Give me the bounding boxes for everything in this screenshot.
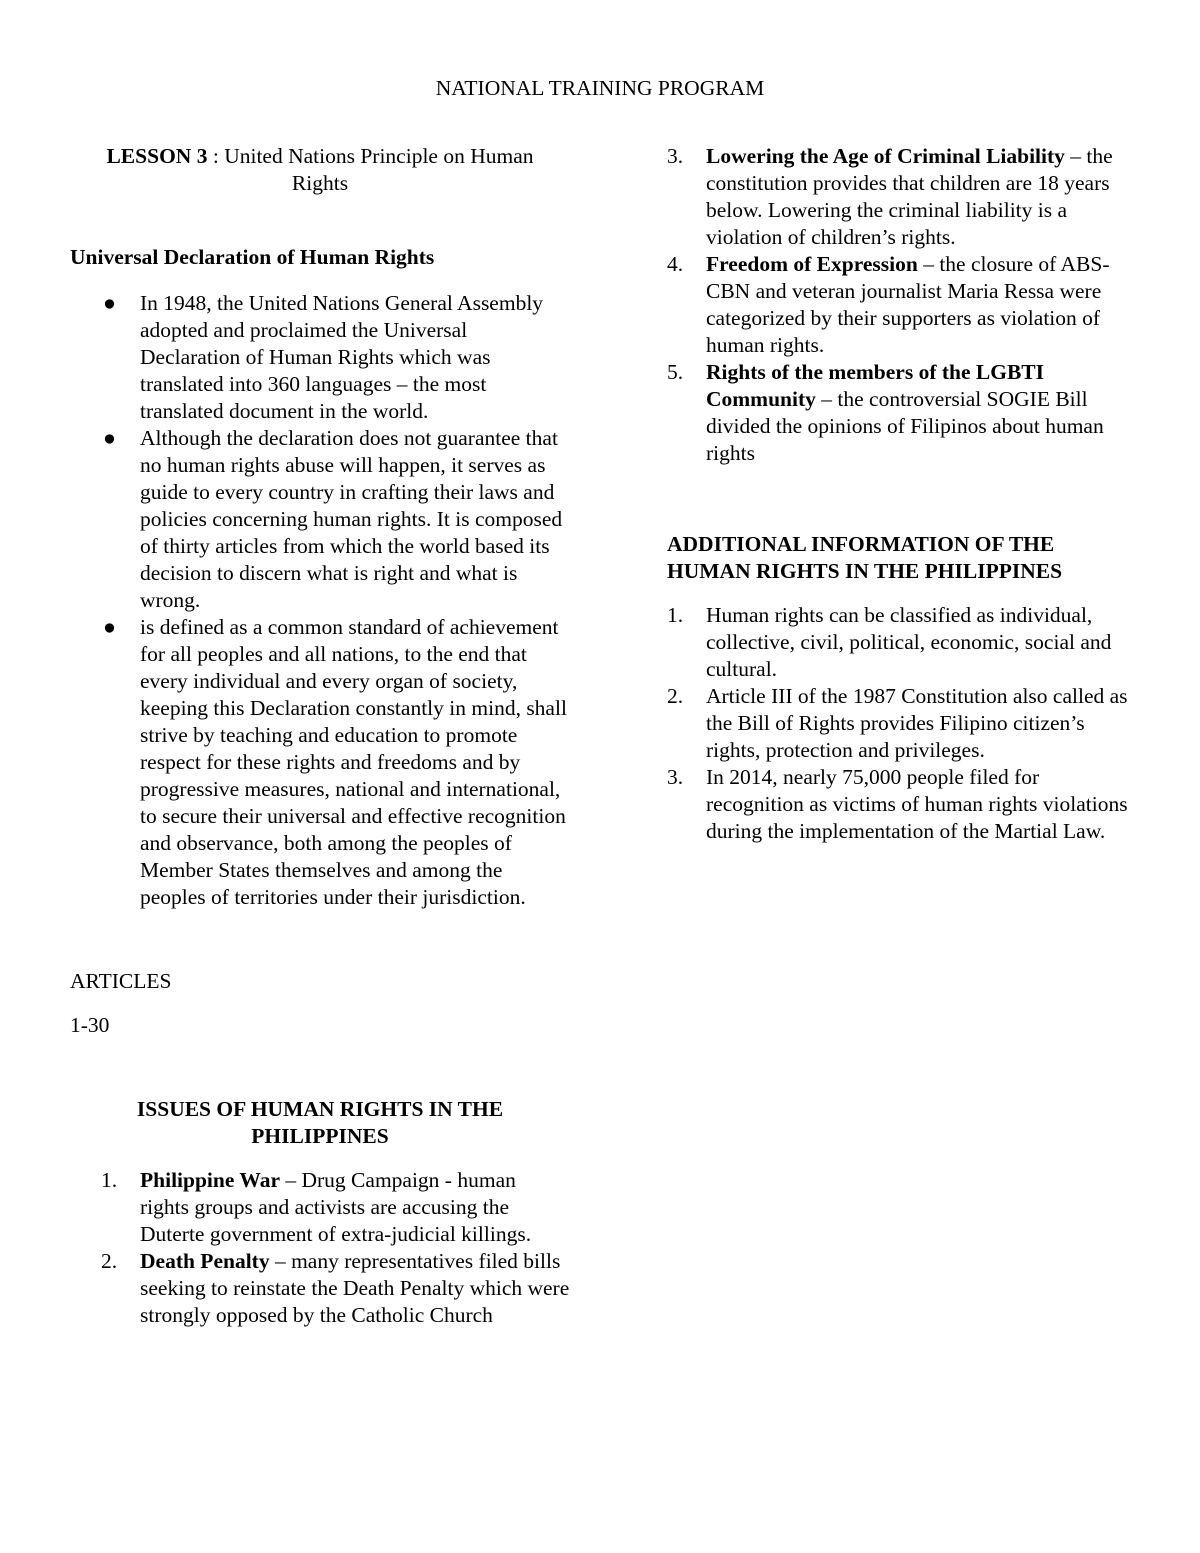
left-column	[70, 143, 570, 1329]
list-item: ● In 1948, the United Nations General Assembly adopted and proclaimed the Universal Declaration of Human Rights which was translated into 360 languages – the most translated document in the world.	[103, 291, 544, 423]
udhr-bullet-list	[70, 290, 570, 911]
issues-list-part-2	[636, 143, 1136, 467]
issues-heading: ISSUES OF HUMAN RIGHTS IN THE PHILIPPINES	[136, 1097, 504, 1148]
list-item: ● Although the declaration does not guarantee that no human rights abuse will happen, it serves as guide to every country in crafting their laws and policies concerning human rights. It is composed of thirty articles from which the world based its decision to discern what is right and what is wrong.	[103, 426, 563, 612]
right-column	[636, 143, 1136, 845]
lesson-heading	[70, 143, 570, 197]
lesson-title: United Nations Principle on Human Rights	[224, 144, 534, 195]
bullet-icon: ●	[103, 615, 116, 639]
bullet-icon: ●	[103, 426, 116, 450]
document-title: NATIONAL TRAINING PROGRAM	[435, 76, 765, 100]
list-item: 1. Philippine War – Drug Campaign - human rights groups and activists are accusing the Duterte government of extra-judicial killings.	[101, 1168, 532, 1246]
additional-list	[636, 602, 1136, 845]
list-item: 5. Rights of the members of the LGBTI Community – the controversial SOGIE Bill divided the opinions of Filipinos about human rights	[667, 360, 1104, 465]
list-item: ● is defined as a common standard of achievement for all peoples and all nations, to the end that every individual and every organ of society, keeping this Declaration constantly in mind, shall strive by teaching and education to promote respect for these rights and freedoms and by progressive measures, national and international, to secure their universal and effective recognition and observance, both among the peoples of Member States themselves and among the peoples of territories under their jurisdiction.	[103, 615, 567, 909]
articles-range: 1-30	[70, 1013, 110, 1037]
articles-label: ARTICLES	[70, 969, 172, 993]
list-item: 2. Article III of the 1987 Constitution also called as the Bill of Rights provides Filipino citizen’s rights, protection and privileges.	[667, 684, 1128, 762]
list-item: 1. Human rights can be classified as individual, collective, civil, political, economic, social and cultural.	[667, 603, 1112, 681]
list-item: 2. Death Penalty – many representatives filed bills seeking to reinstate the Death Penalty which were strongly opposed by the Catholic Church	[101, 1249, 570, 1327]
udhr-heading: Universal Declaration of Human Rights	[70, 245, 435, 269]
lesson-label: LESSON 3	[106, 144, 208, 168]
additional-heading: ADDITIONAL INFORMATION OF THE HUMAN RIGHTS IN THE PHILIPPINES	[667, 532, 1063, 583]
lesson-separator: :	[207, 144, 225, 168]
list-item: 3. Lowering the Age of Criminal Liability – the constitution provides that children are 18 years below. Lowering the criminal liability is a violation of children’s rights.	[667, 144, 1113, 249]
list-item: 3. In 2014, nearly 75,000 people filed for recognition as victims of human rights violations during the implementation of the Martial Law.	[667, 765, 1128, 843]
issues-list-part-1	[70, 1167, 570, 1329]
list-item: 4. Freedom of Expression – the closure of ABS-CBN and veteran journalist Maria Ressa were categorized by their supporters as violation of human rights.	[667, 252, 1110, 357]
bullet-icon: ●	[103, 291, 116, 315]
